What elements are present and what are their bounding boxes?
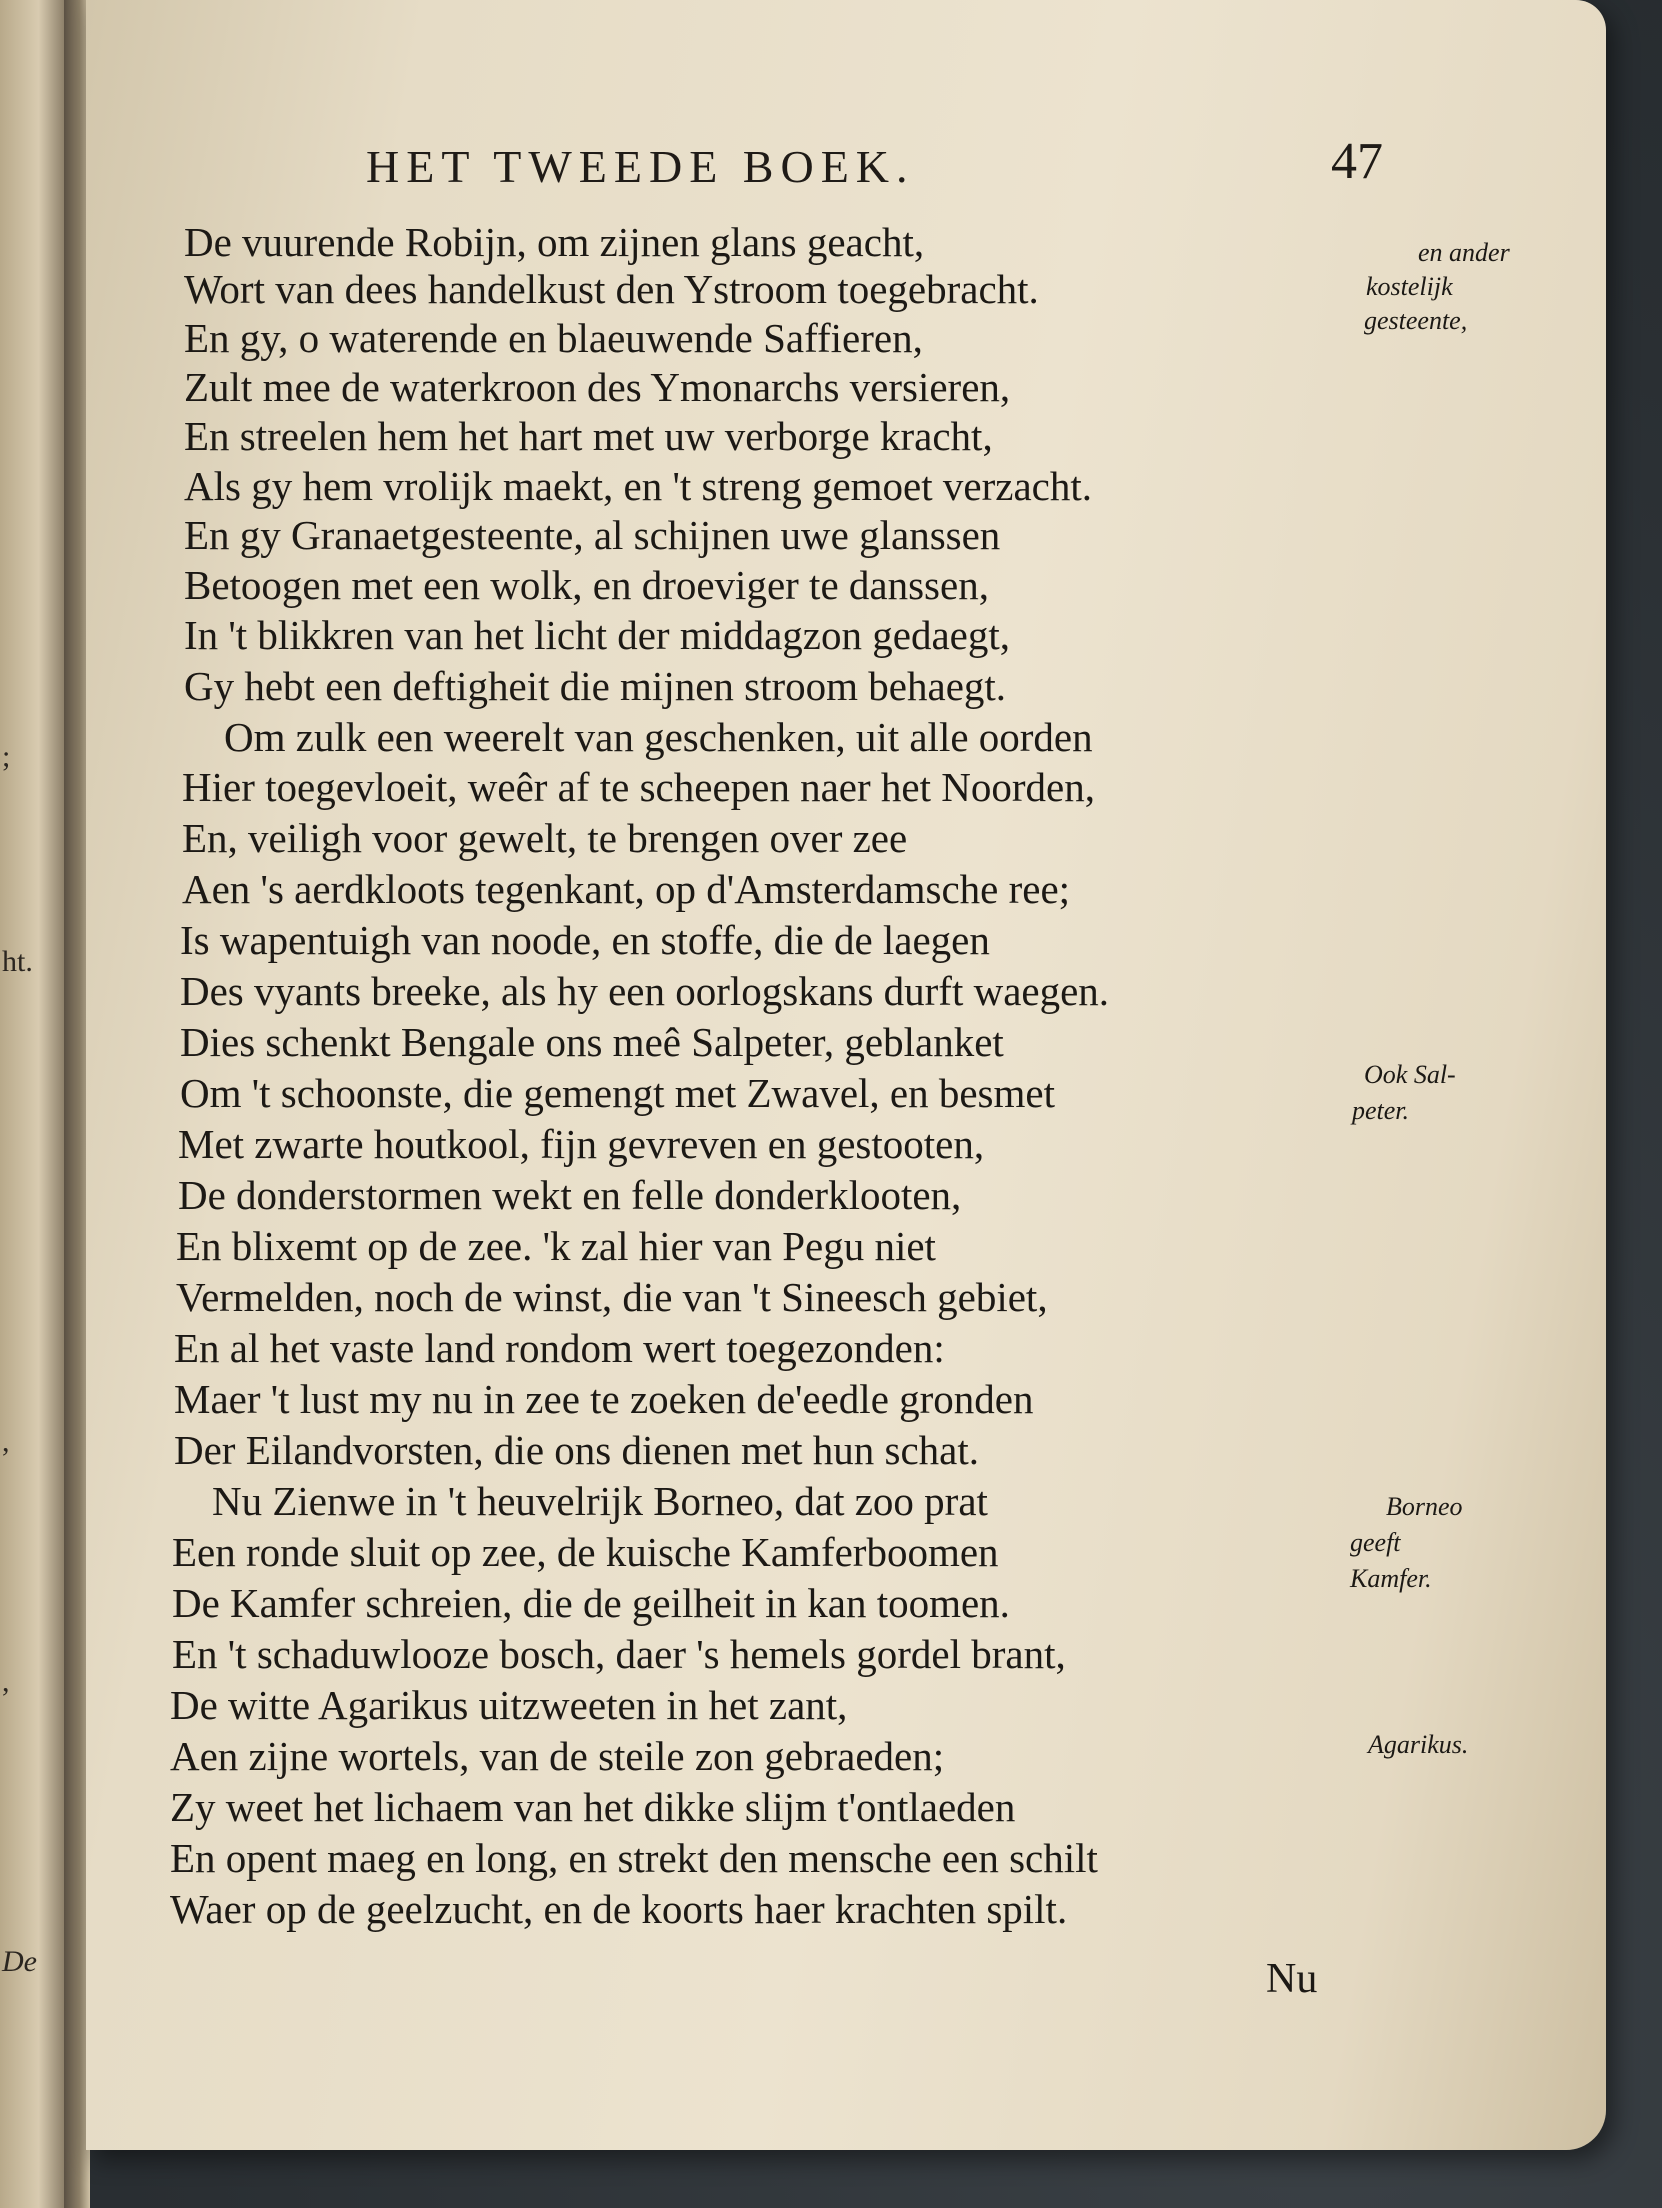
verse-line: De witte Agarikus uitzweeten in het zant, <box>170 1682 848 1728</box>
page-number: 47 <box>1331 133 1383 190</box>
margin-note: Kamfer. <box>1350 1564 1432 1593</box>
margin-note: Ook Sal- <box>1364 1060 1456 1089</box>
verse-line: En streelen hem het hart met uw verborge kracht, <box>184 413 993 459</box>
margin-note: gesteente, <box>1364 306 1468 335</box>
verse-line: En blixemt op de zee. 'k zal hier van Pegu niet <box>176 1223 936 1269</box>
verse-line: De donderstormen wekt en felle donderklooten, <box>178 1172 962 1218</box>
margin-note: peter. <box>1352 1096 1410 1125</box>
verse-line: Nu Zienwe in 't heuvelrijk Borneo, dat zoo prat <box>212 1478 988 1524</box>
verse-line: Maer 't lust my nu in zee te zoeken de'eedle gronden <box>174 1376 1034 1422</box>
previous-page-fragment: ht. <box>2 945 33 978</box>
margin-note: en ander <box>1418 238 1510 267</box>
margin-note: Borneo <box>1386 1492 1463 1521</box>
previous-page-fragment: De <box>2 1945 37 1978</box>
previous-page-fragment: ; <box>2 740 11 773</box>
verse-line: Is wapentuigh van noode, en stoffe, die de laegen <box>180 917 990 963</box>
catchword: Nu <box>1266 1956 1318 2002</box>
verse-line: In 't blikkren van het licht der middagzon gedaegt, <box>184 612 1010 658</box>
verse-line: En gy, o waterende en blaeuwende Saffieren, <box>184 315 923 361</box>
verse-line: En, veiligh voor gewelt, te brengen over zee <box>182 815 908 861</box>
verse-line: Des vyants breeke, als hy een oorlogskans durft waegen. <box>180 968 1110 1014</box>
verse-line: Dies schenkt Bengale ons meê Salpeter, geblanket <box>180 1019 1004 1065</box>
verse-line: De vuurende Robijn, om zijnen glans geacht, <box>184 219 925 265</box>
margin-note: kostelijk <box>1366 272 1453 301</box>
verse-line: En gy Granaetgesteente, al schijnen uwe glanssen <box>184 512 1001 558</box>
margin-note: geeft <box>1350 1528 1401 1557</box>
verse-line: Om 't schoonste, die gemengt met Zwavel, en besmet <box>180 1070 1055 1116</box>
verse-line: Een ronde sluit op zee, de kuische Kamferboomen <box>172 1529 999 1575</box>
verse-line: Gy hebt een deftigheit die mijnen stroom behaegt. <box>184 663 1007 709</box>
previous-page-edge <box>0 0 70 2208</box>
verse-line: Hier toegevloeit, weêr af te scheepen naer het Noorden, <box>182 764 1095 810</box>
previous-page-fragment: , <box>2 1425 10 1458</box>
running-head: HET TWEEDE BOEK. <box>366 141 915 192</box>
verse-line: Om zulk een weerelt van geschenken, uit alle oorden <box>224 714 1093 760</box>
verse-line: En opent maeg en long, en strekt den mensche een schilt <box>170 1835 1098 1881</box>
verse-line: Zult mee de waterkroon des Ymonarchs versieren, <box>184 364 1011 410</box>
verse-line: Der Eilandvorsten, die ons dienen met hun schat. <box>174 1427 979 1473</box>
verse-line: Zy weet het lichaem van het dikke slijm t'ontlaeden <box>170 1784 1016 1830</box>
verse-line: Waer op de geelzucht, en de koorts haer krachten spilt. <box>170 1886 1068 1932</box>
verse-line: Vermelden, noch de winst, die van 't Sineesch gebiet, <box>176 1274 1048 1320</box>
previous-page-fragment: , <box>2 1665 10 1698</box>
verse-line: Wort van dees handelkust den Ystroom toegebracht. <box>184 266 1039 312</box>
verse-line: Als gy hem vrolijk maekt, en 't streng gemoet verzacht. <box>184 463 1092 509</box>
verse-line: De Kamfer schreien, die de geilheit in kan toomen. <box>172 1580 1010 1626</box>
book-page <box>86 0 1606 2150</box>
margin-note: Agarikus. <box>1368 1730 1469 1759</box>
verse-line: Aen zijne wortels, van de steile zon gebraeden; <box>170 1733 945 1779</box>
verse-line: En al het vaste land rondom wert toegezonden: <box>174 1325 945 1371</box>
verse-line: Betoogen met een wolk, en droeviger te danssen, <box>184 562 989 608</box>
verse-line: Met zwarte houtkool, fijn gevreven en gestooten, <box>178 1121 985 1167</box>
verse-line: En 't schaduwlooze bosch, daer 's hemels gordel brant, <box>172 1631 1066 1677</box>
verse-line: Aen 's aerdkloots tegenkant, op d'Amsterdamsche ree; <box>182 866 1071 912</box>
